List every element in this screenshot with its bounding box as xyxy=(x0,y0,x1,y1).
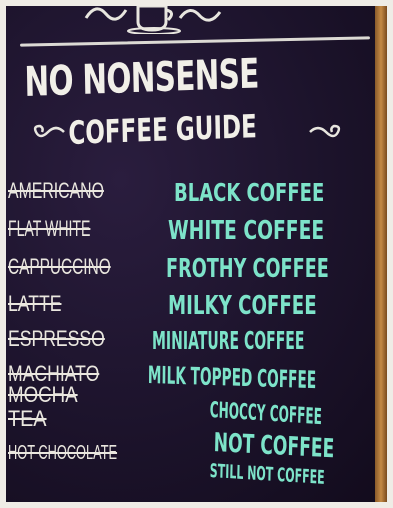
old-name: ESPRESSO xyxy=(8,326,105,351)
new-name: WHITE COFFEE xyxy=(168,216,325,246)
coffee-cup-doodle-icon xyxy=(76,6,226,34)
old-name: MOCHA xyxy=(8,382,78,407)
chalkboard xyxy=(6,6,387,502)
new-name: MILKY COFFEE xyxy=(168,291,317,321)
left-swirl-icon xyxy=(30,120,66,142)
new-name: MINIATURE COFFEE xyxy=(152,326,305,355)
old-name: MACHIATO xyxy=(8,361,100,386)
sign-title: NO NONSENSE xyxy=(24,49,260,106)
new-name: MILK TOPPED COFFEE xyxy=(147,361,317,395)
new-name: STILL NOT COFFEE xyxy=(209,460,325,489)
right-swirl-icon xyxy=(308,120,344,142)
new-name: NOT COFFEE xyxy=(213,428,335,465)
subtitle-group xyxy=(30,107,350,156)
new-name: BLACK COFFEE xyxy=(174,178,325,207)
old-name: FLAT WHITE xyxy=(8,216,91,241)
top-chalk-line xyxy=(20,36,370,46)
new-name: FROTHY COFFEE xyxy=(166,254,329,284)
old-name: HOT CHOCOLATE xyxy=(8,442,118,464)
old-name: CAPPUCCINO xyxy=(8,254,111,279)
old-name: TEA xyxy=(8,406,47,431)
new-name: CHOCCY COFFEE xyxy=(209,398,323,431)
old-name: LATTE xyxy=(8,291,62,316)
wooden-frame-edge xyxy=(375,6,387,502)
old-name: AMERICANO xyxy=(8,178,104,203)
sign-subtitle: COFFEE GUIDE xyxy=(68,107,258,152)
